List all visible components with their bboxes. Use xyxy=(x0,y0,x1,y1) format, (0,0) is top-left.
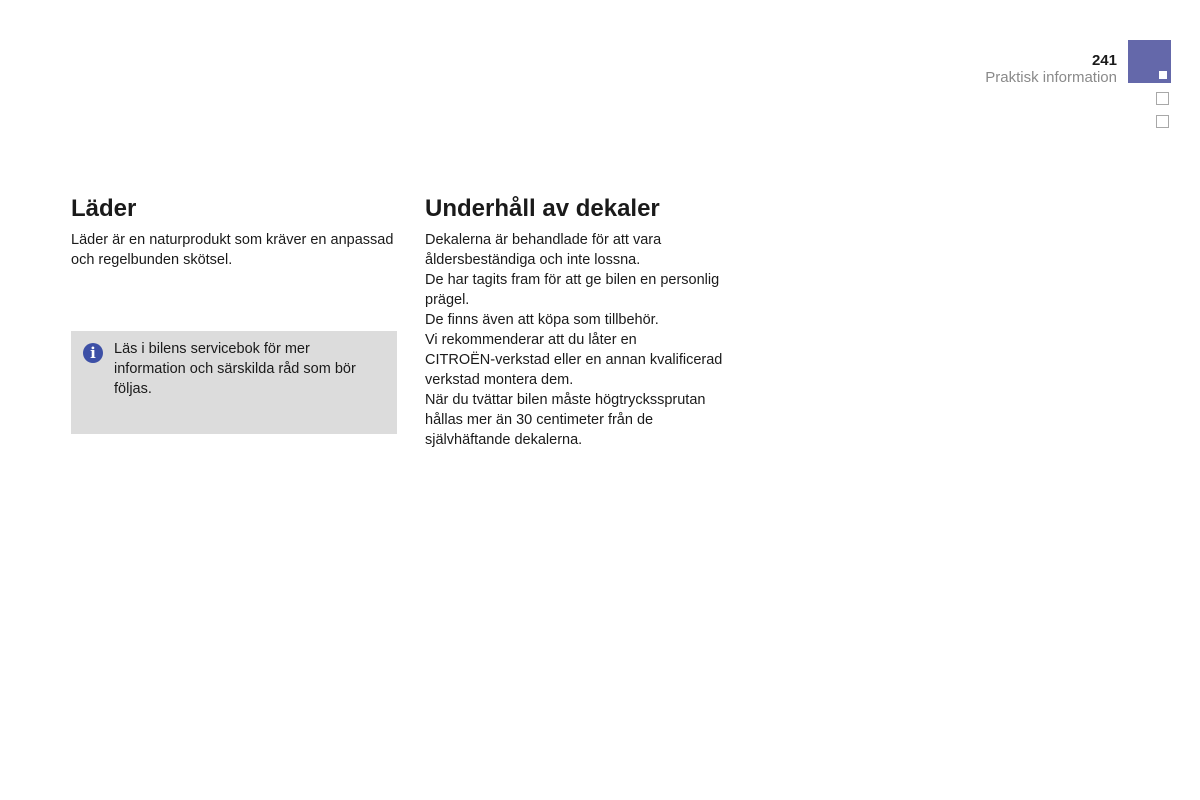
decal-section xyxy=(425,194,765,450)
decal-line: hållas mer än 30 centimeter från de xyxy=(425,412,654,428)
decal-line: De har tagits fram för att ge bilen en personlig xyxy=(425,272,720,288)
leather-heading: Läder xyxy=(71,195,137,222)
info-note xyxy=(71,331,397,434)
decal-heading: Underhåll av dekaler xyxy=(425,195,660,222)
chapter-nav-square-2 xyxy=(1156,115,1169,128)
decal-line: Dekalerna är behandlade för att vara xyxy=(425,232,662,248)
info-icon: i xyxy=(83,343,103,363)
decal-line: De finns även att köpa som tillbehör. xyxy=(425,312,659,328)
chapter-tab xyxy=(1128,40,1171,83)
chapter-tab-marker xyxy=(1159,71,1167,79)
leather-body: Läder är en naturprodukt som kräver en anpassad och regelbunden skötsel. xyxy=(71,232,394,268)
decal-line: CITROËN-verkstad eller en annan kvalificerad xyxy=(425,352,723,368)
leather-section xyxy=(71,194,401,270)
decal-line: Vi rekommenderar att du låter en xyxy=(425,332,637,348)
section-label: Praktisk information xyxy=(985,69,1117,86)
decal-line: prägel. xyxy=(425,292,470,308)
decal-line: När du tvättar bilen måste högtryckssprutan xyxy=(425,392,706,408)
info-note-text: Läs i bilens servicebok för mer information och särskilda råd som bör följas. xyxy=(114,341,356,397)
decal-line: verkstad montera dem. xyxy=(425,372,574,388)
page-number: 241 xyxy=(1091,52,1117,69)
chapter-nav-square-1 xyxy=(1156,92,1169,105)
decal-body xyxy=(425,230,765,450)
decal-line: självhäftande dekalerna. xyxy=(425,432,583,448)
decal-line: åldersbeständiga och inte lossna. xyxy=(425,252,641,268)
